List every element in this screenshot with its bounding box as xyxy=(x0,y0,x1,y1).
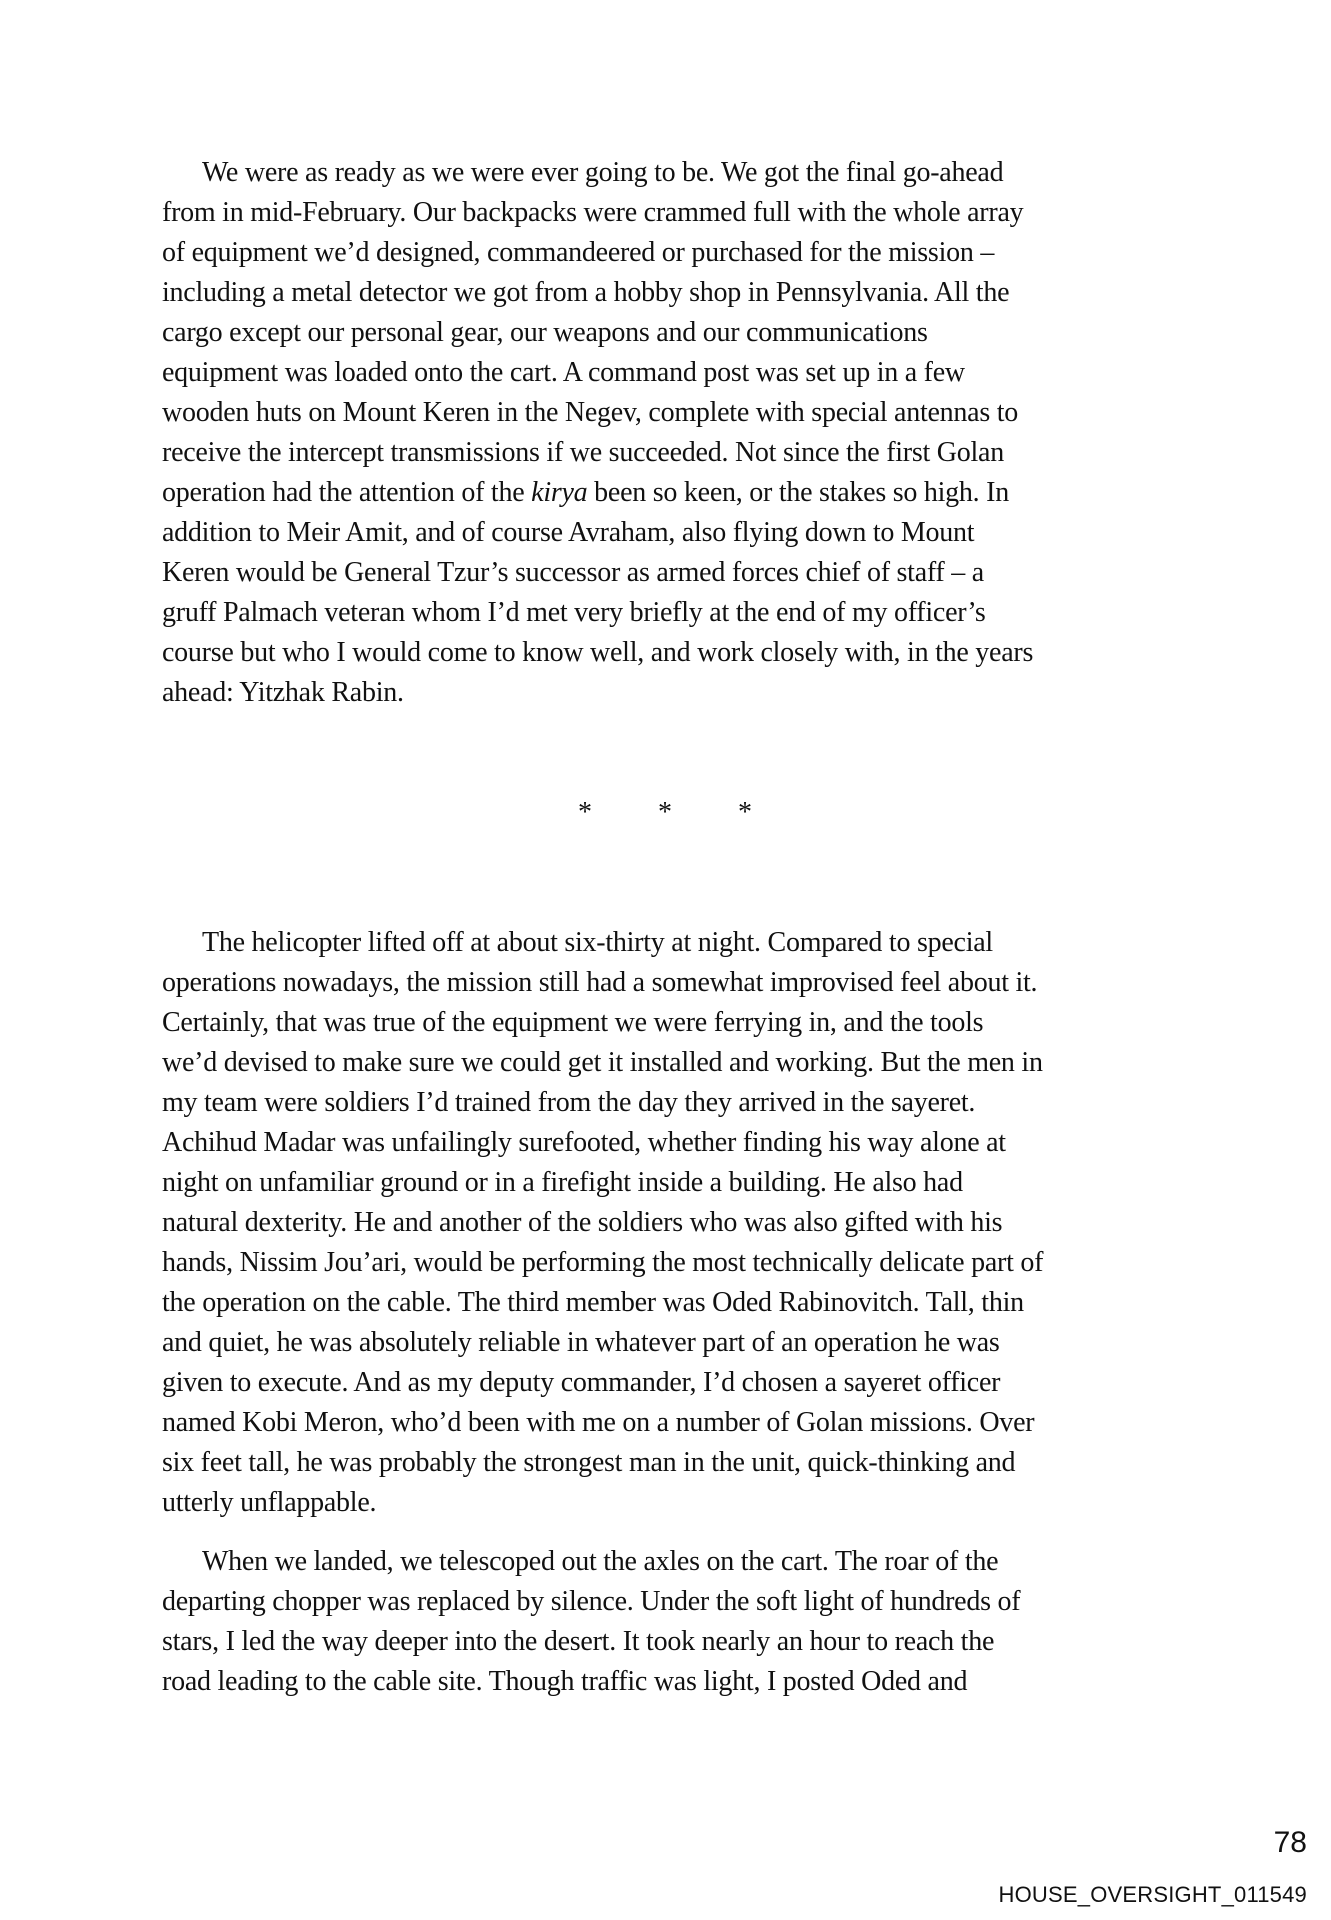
text-line: course but who I would come to know well, and work closely with, in the years xyxy=(162,637,1034,668)
paragraph-3 xyxy=(162,1542,1172,1702)
text-line: including a metal detector we got from a hobby shop in Pennsylvania. All the xyxy=(162,277,1010,308)
text-line: utterly unflappable. xyxy=(162,1487,377,1518)
text-segment: been so keen, or the stakes so high. In xyxy=(587,477,1009,508)
text-line: named Kobi Meron, who’d been with me on a number of Golan missions. Over xyxy=(162,1407,1035,1438)
text-line: my team were soldiers I’d trained from the day they arrived in the sayeret. xyxy=(162,1087,976,1118)
asterisk: * xyxy=(578,797,592,828)
text-line: ahead: Yitzhak Rabin. xyxy=(162,677,404,708)
text-line: given to execute. And as my deputy commander, I’d chosen a sayeret officer xyxy=(162,1367,1001,1398)
text-line: six feet tall, he was probably the strongest man in the unit, quick-thinking and xyxy=(162,1447,1016,1478)
text-line: hands, Nissim Jou’ari, would be performing the most technically delicate part of xyxy=(162,1247,1044,1278)
section-break xyxy=(0,797,1331,831)
text-line: stars, I led the way deeper into the desert. It took nearly an hour to reach the xyxy=(162,1626,995,1657)
page-number: 78 xyxy=(1273,1826,1307,1859)
text-line: receive the intercept transmissions if we succeeded. Not since the first Golan xyxy=(162,437,1004,468)
paragraph-2 xyxy=(162,923,1172,1523)
text-line: Certainly, that was true of the equipment we were ferrying in, and the tools xyxy=(162,1007,984,1038)
text-line: and quiet, he was absolutely reliable in whatever part of an operation he was xyxy=(162,1327,1000,1358)
paragraph-1 xyxy=(162,153,1172,713)
text-line: from in mid-February. Our backpacks were crammed full with the whole array xyxy=(162,197,1024,228)
text-line: addition to Meir Amit, and of course Avraham, also flying down to Mount xyxy=(162,517,975,548)
asterisk: * xyxy=(658,797,672,828)
text-line: equipment was loaded onto the cart. A command post was set up in a few xyxy=(162,357,965,388)
text-line: Achihud Madar was unfailingly surefooted, whether finding his way alone at xyxy=(162,1127,1006,1158)
text-line: we’d devised to make sure we could get it installed and working. But the men in xyxy=(162,1047,1043,1078)
text-line: wooden huts on Mount Keren in the Negev, complete with special antennas to xyxy=(162,397,1019,428)
text-line: operations nowadays, the mission still had a somewhat improvised feel about it. xyxy=(162,967,1038,998)
text-line: the operation on the cable. The third member was Oded Rabinovitch. Tall, thin xyxy=(162,1287,1024,1318)
text-line: of equipment we’d designed, commandeered or purchased for the mission – xyxy=(162,237,995,268)
italic-term-kirya: kirya xyxy=(531,477,588,508)
text-line: road leading to the cable site. Though traffic was light, I posted Oded and xyxy=(162,1666,968,1697)
text-line: gruff Palmach veteran whom I’d met very briefly at the end of my officer’s xyxy=(162,597,986,628)
text-line: When we landed, we telescoped out the axles on the cart. The roar of the xyxy=(202,1546,999,1577)
text-line: We were as ready as we were ever going to be. We got the final go-ahead xyxy=(202,157,1004,188)
text-line: cargo except our personal gear, our weapons and our communications xyxy=(162,317,928,348)
text-line: natural dexterity. He and another of the soldiers who was also gifted with his xyxy=(162,1207,1003,1238)
text-line: departing chopper was replaced by silence. Under the soft light of hundreds of xyxy=(162,1586,1021,1617)
text-line: The helicopter lifted off at about six-thirty at night. Compared to special xyxy=(202,927,993,958)
text-line-with-italic xyxy=(162,473,1172,513)
text-segment: operation had the attention of the xyxy=(162,477,532,508)
asterisk: * xyxy=(738,797,752,828)
text-line: Keren would be General Tzur’s successor as armed forces chief of staff – a xyxy=(162,557,984,588)
text-line: night on unfamiliar ground or in a firefight inside a building. He also had xyxy=(162,1167,963,1198)
bates-number: HOUSE_OVERSIGHT_011549 xyxy=(998,1882,1307,1907)
